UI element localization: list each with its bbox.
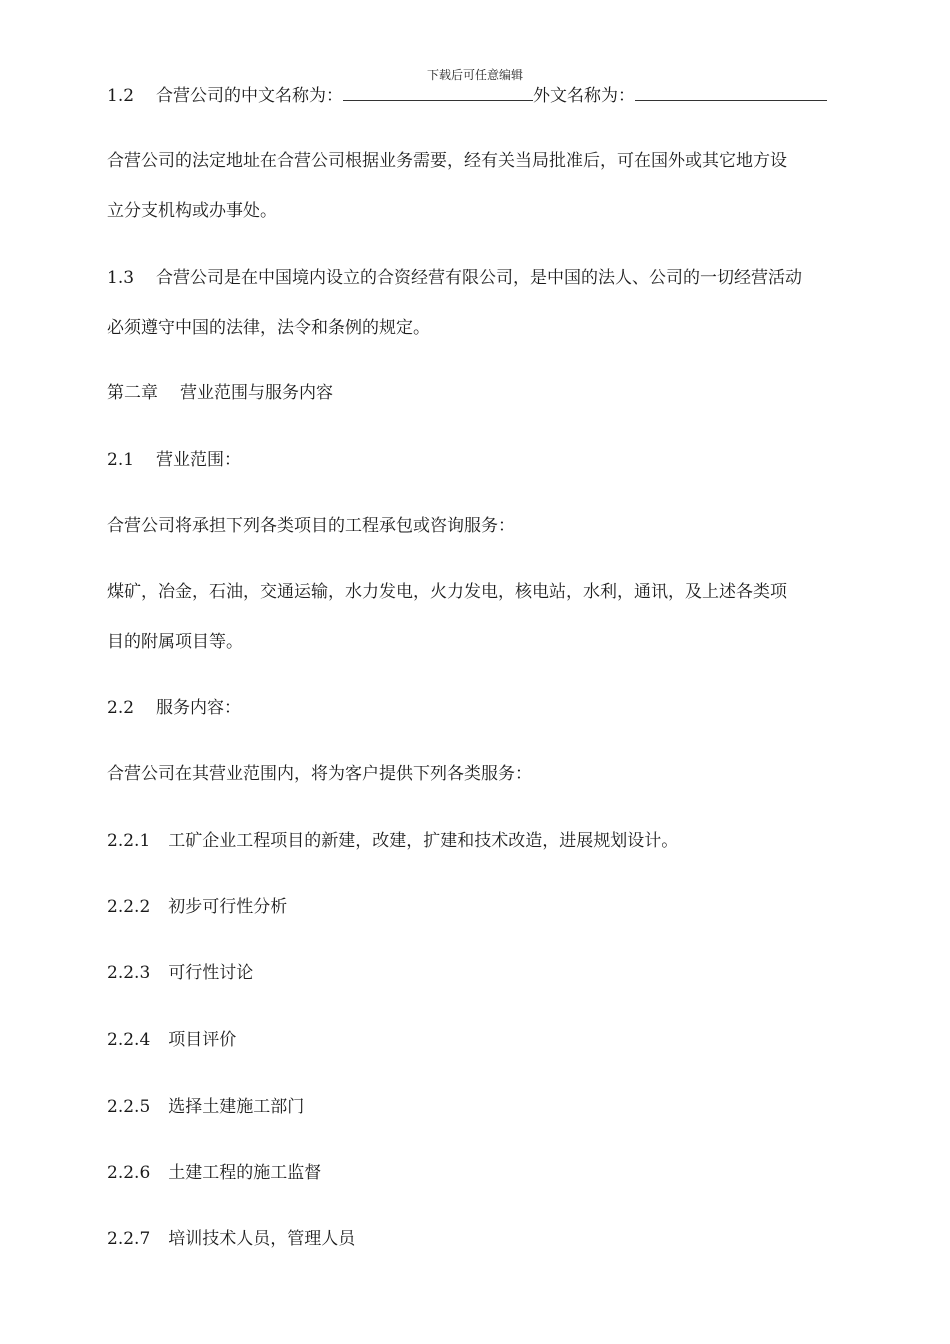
paragraph-line: 合营公司在其营业范围内，将为客户提供下列各类服务： bbox=[107, 764, 532, 784]
paragraph-line: 必须遵守中国的法律，法令和条例的规定。 bbox=[107, 318, 430, 338]
list-item bbox=[107, 897, 287, 917]
chinese-name-blank bbox=[343, 86, 533, 101]
section-1-2-line bbox=[107, 86, 827, 106]
chapter-title: 营业范围与服务内容 bbox=[180, 383, 333, 403]
chapter-number: 第二章 bbox=[107, 383, 158, 403]
paragraph-line: 合营公司将承担下列各类项目的工程承包或咨询服务： bbox=[107, 516, 515, 536]
item-text: 项目评价 bbox=[168, 1030, 237, 1050]
section-2-1-heading bbox=[107, 450, 241, 470]
header-note: 下载后可任意编辑 bbox=[426, 68, 523, 82]
section-number: 1.3 bbox=[107, 268, 135, 288]
item-text: 工矿企业工程项目的新建，改建，扩建和技术改造，进展规划设计。 bbox=[168, 831, 679, 851]
foreign-name-label: 外文名称为： bbox=[533, 86, 636, 106]
paragraph-text: 合营公司是在中国境内设立的合资经营有限公司，是中国的法人、公司的一切经营活动 bbox=[156, 268, 803, 288]
paragraph-line: 立分支机构或办事处。 bbox=[107, 201, 277, 221]
list-item bbox=[107, 1229, 355, 1249]
item-number: 2.2.2 bbox=[107, 897, 151, 917]
foreign-name-blank bbox=[635, 86, 827, 101]
item-number: 2.2.3 bbox=[107, 963, 151, 983]
section-number: 1.2 bbox=[107, 86, 135, 106]
item-number: 2.2.1 bbox=[107, 831, 151, 851]
list-item bbox=[107, 963, 253, 983]
paragraph-line: 目的附属项目等。 bbox=[107, 632, 243, 652]
paragraph-line: 煤矿，冶金，石油，交通运输，水力发电，火力发电，核电站，水利，通讯，及上述各类项 bbox=[107, 582, 787, 602]
item-text: 初步可行性分析 bbox=[168, 897, 288, 917]
chinese-name-label: 合营公司的中文名称为： bbox=[156, 86, 344, 106]
item-number: 2.2.7 bbox=[107, 1229, 151, 1249]
item-text: 土建工程的施工监督 bbox=[168, 1163, 322, 1183]
section-number: 2.1 bbox=[107, 450, 135, 470]
list-item bbox=[107, 1030, 236, 1050]
item-number: 2.2.6 bbox=[107, 1163, 151, 1183]
list-item bbox=[107, 1097, 304, 1117]
item-number: 2.2.5 bbox=[107, 1097, 151, 1117]
section-title: 服务内容： bbox=[156, 698, 242, 718]
section-title: 营业范围： bbox=[156, 450, 242, 470]
section-2-2-heading bbox=[107, 698, 241, 718]
list-item bbox=[107, 831, 678, 851]
chapter-heading bbox=[107, 383, 333, 403]
section-1-3-line bbox=[107, 268, 802, 288]
section-number: 2.2 bbox=[107, 698, 135, 718]
item-text: 选择土建施工部门 bbox=[168, 1097, 305, 1117]
item-text: 可行性讨论 bbox=[168, 963, 254, 983]
paragraph-line: 合营公司的法定地址在合营公司根据业务需要，经有关当局批准后，可在国外或其它地方设 bbox=[107, 151, 787, 171]
item-text: 培训技术人员，管理人员 bbox=[168, 1229, 356, 1249]
list-item bbox=[107, 1163, 321, 1183]
item-number: 2.2.4 bbox=[107, 1030, 151, 1050]
